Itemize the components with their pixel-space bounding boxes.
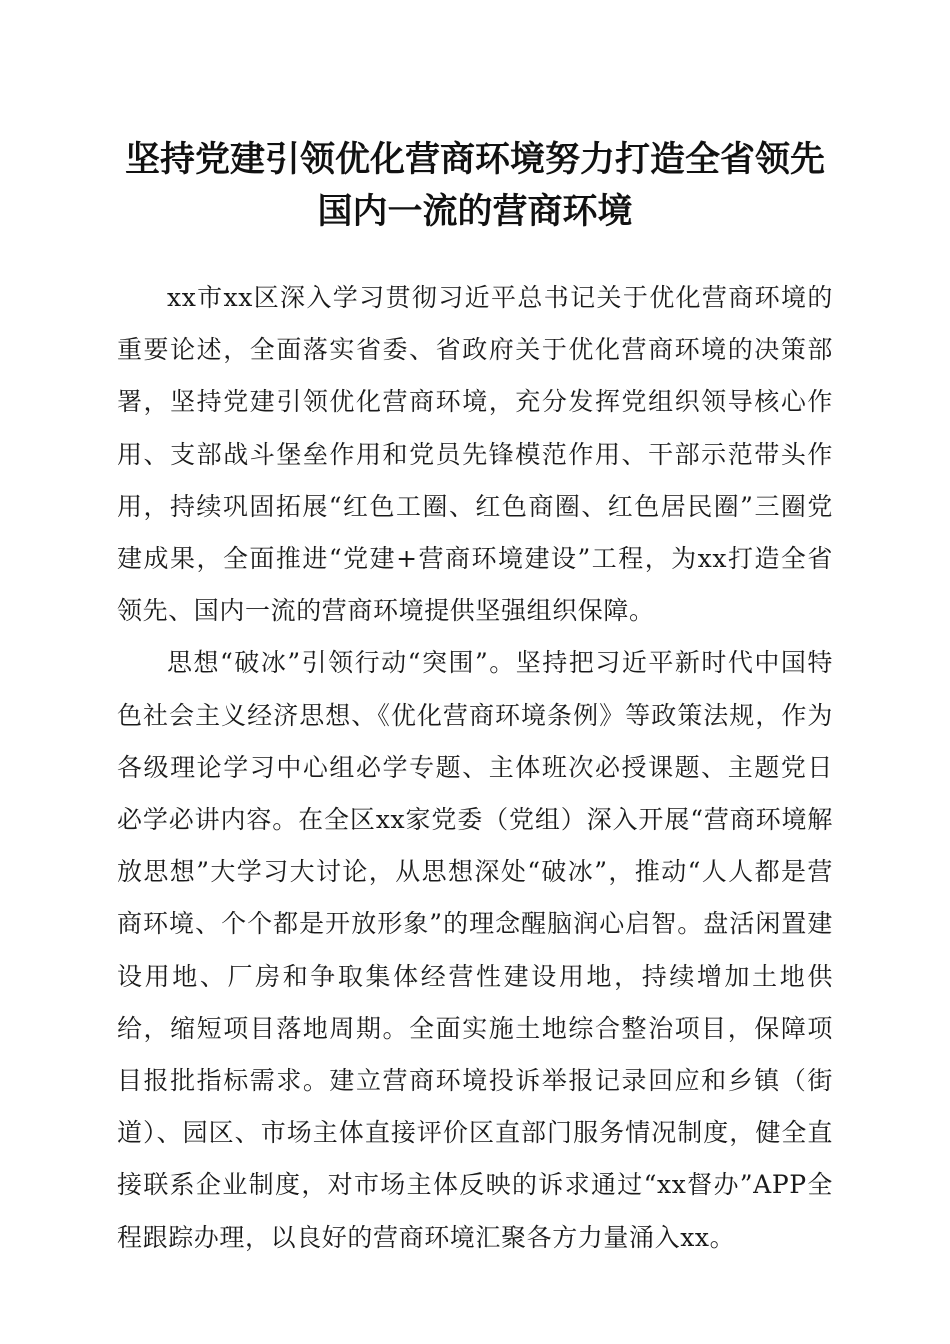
title-line-2: 国内一流的营商环境	[317, 191, 633, 232]
title-line-1: 坚持党建引领优化营商环境努力打造全省领先	[124, 139, 825, 180]
paragraph-intro: xx市xx区深入学习贯彻习近平总书记关于优化营商环境的重要论述，全面落实省委、省政府关于优化营商环境的决策部署，坚持党建引领优化营商环境，充分发挥党组织领导核心作用、支部战斗堡垒作用和党员先锋模范作用、干部示范带头作用，持续巩固拓展“红色工圈、红色商圈、红色居民圈”三圈党建成果，全面推进“党建+营商环境建设”工程，为xx打造全省领先、国内一流的营商环境提供坚强组织保障。	[117, 283, 833, 626]
paragraph-thought-breakthrough: 思想“破冰”引领行动“突围”。坚持把习近平新时代中国特色社会主义经济思想、《优化营商环境条例》等政策法规，作为各级理论学习中心组必学专题、主体班次必授课题、主题党日必学必讲内容。在全区xx家党委（党组）深入开展“营商环境解放思想”大学习大讨论，从思想深处“破冰”，推动“人人都是营商环境、个个都是开放形象”的理念醒脑润心启智。盘活闲置建设用地、厂房和争取集体经营性建设用地，持续增加土地供给，缩短项目落地周期。全面实施土地综合整治项目，保障项目报批指标需求。建立营商环境投诉举报记录回应和乡镇（街道）、园区、市场主体直接评价区直部门服务情况制度，健全直接联系企业制度，对市场主体反映的诉求通过“xx督办”APP全程跟踪办理，以良好的营商环境汇聚各方力量涌入xx。	[117, 648, 833, 1252]
document-body	[117, 272, 833, 1264]
document-title	[112, 134, 838, 238]
